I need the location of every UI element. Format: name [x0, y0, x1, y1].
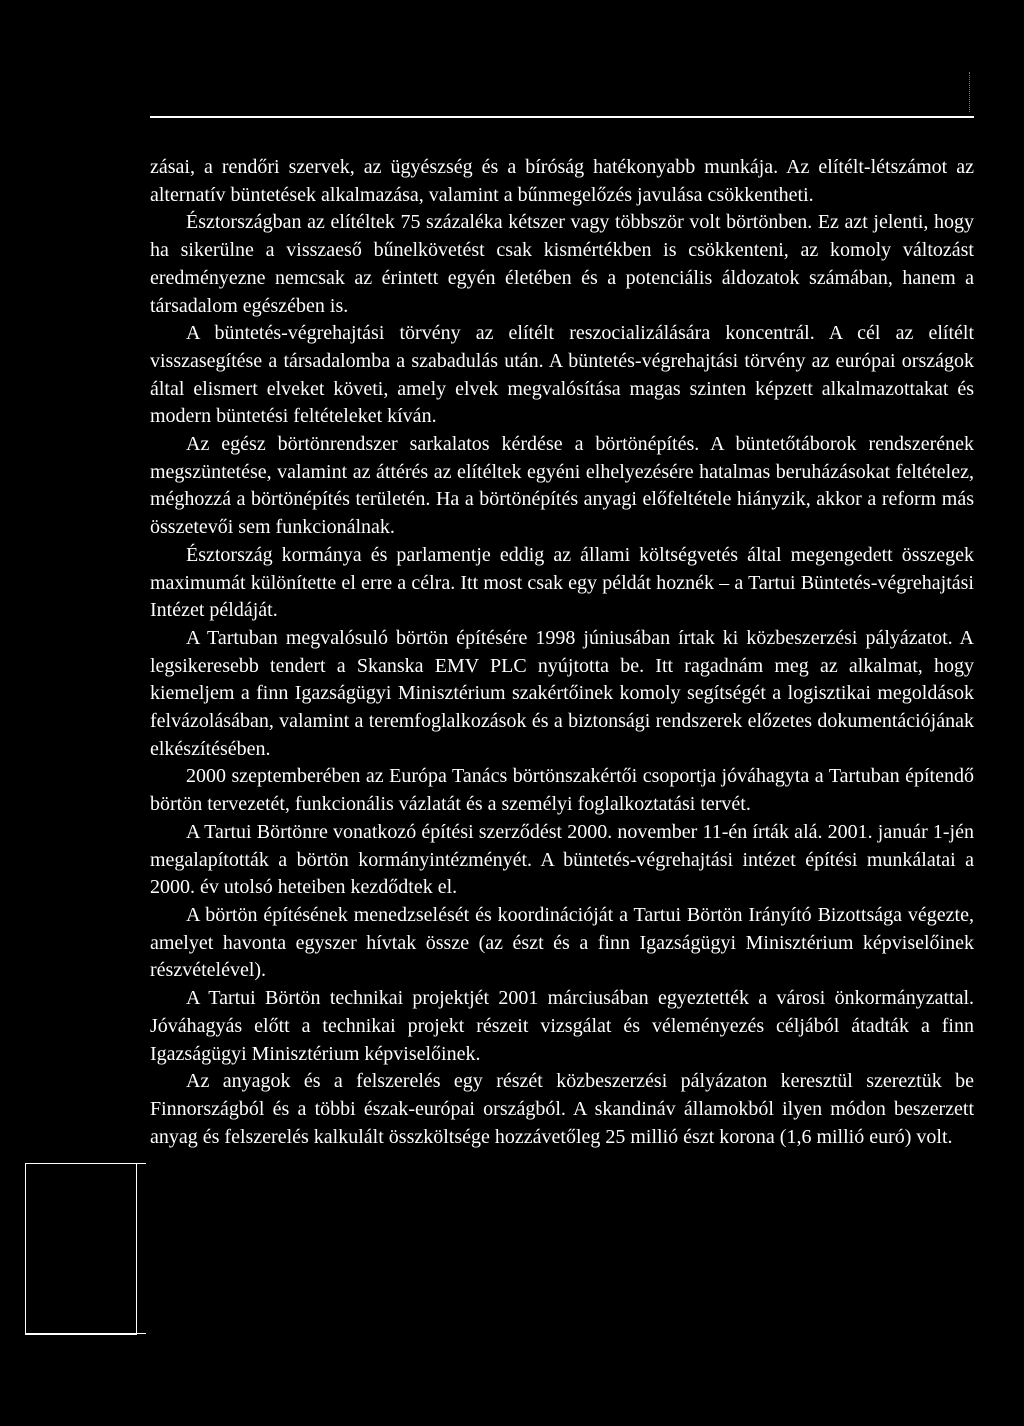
paragraph-10: A Tartui Börtön technikai projektjét 2001 márciusában egyeztették a városi önkormányzattal. Jóváhagyás előtt a technikai projekt részeit vizsgálat és véleményezés céljából átadták a finn Igazságügyi Minisztérium képviselőinek. — [150, 987, 974, 1065]
page-body — [150, 154, 974, 1151]
paragraph-7: 2000 szeptemberében az Európa Tanács börtönszakértői csoportja jóváhagyta a Tartuban építendő börtön tervezetét, funkcionális vázlatát és a személyi foglalkoztatási tervét. — [150, 765, 974, 816]
margin-box — [25, 1163, 137, 1335]
paragraph-6: A Tartuban megvalósuló börtön építésére 1998 júniusában írtak ki közbeszerzési pályázatot. A legsikeresebb tendert a Skanska EMV PLC nyújtotta be. Itt ragadnám meg az alkalmat, hogy kiemeljem a finn Igazságügyi Minisztérium szakértőinek komoly segítségét a logisztikai megoldások felvázolásában, valamint a teremfoglalkozások és a biztonsági rendszerek előzetes dokumentációjának elkészítésében. — [150, 626, 974, 760]
paragraph-5: Észtország kormánya és parlamentje eddig az állami költségvetés által megengedett összegek maximumát különítette el erre a célra. Itt most csak egy példát hoznék – a Tartui Büntetés-végrehajtási Intézet példáját. — [150, 543, 974, 622]
header-rule — [150, 116, 974, 118]
paragraph-3: A büntetés-végrehajtási törvény az elítélt reszocializálására koncentrál. A cél az elítélt visszasegítése a társadalomba a szabadulás után. A büntetés-végrehajtási törvény az európai országok által elismert elveket követi, amely elvek megvalósítása magas szinten képzett alkalmazottakat és modern büntetési feltételeket kíván. — [150, 322, 974, 428]
paragraph-2: Észtországban az elítéltek 75 százaléka kétszer vagy többször volt börtönben. Ez azt jelenti, hogy ha sikerülne a visszaeső bűnelkövetést csak kismértékben is csökkenteni, az komoly változást eredményezne nemcsak az érintett egyén életében és a potenciális áldozatok számában, hanem a társadalom egészében is. — [150, 211, 974, 317]
margin-scan-mark — [969, 72, 976, 112]
paragraph-9: A börtön építésének menedzselését és koordinációját a Tartui Börtön Irányító Bizottsága végezte, amelyet havonta egyszer hívtak össze (az észt és a finn Igazságügyi Minisztérium képviselőinek részvételével). — [150, 903, 974, 982]
paragraph-4: Az egész börtönrendszer sarkalatos kérdése a börtönépítés. A büntetőtáborok rendszerének megszüntetése, valamint az áttérés az elítéltek egyéni elhelyezésére hatalmas beruházásokat feltételez, méghozzá a börtönépítés területén. Ha a börtönépítés anyagi előfeltétele hiányzik, akkor a reform más összetevői sem funkcionálnak. — [150, 433, 974, 539]
paragraph-8: A Tartui Börtönre vonatkozó építési szerződést 2000. november 11-én írták alá. 2001. január 1-jén megalapították a börtön kormányintézményét. A büntetés-végrehajtási intézet építési munkálatai a 2000. év utolsó heteiben kezdődtek el. — [150, 820, 974, 899]
paragraph-11: Az anyagok és a felszerelés egy részét közbeszerzési pályázaton keresztül szereztük be Finnországból és a többi észak-európai országból. A skandináv államokból ilyen módon beszerzett anyag és felszerelés kalkulált összköltsége hozzávetőleg 25 millió észt korona (1,6 millió euró) volt. — [150, 1070, 974, 1148]
paragraph-1: zásai, a rendőri szervek, az ügyészség és a bíróság hatékonyabb munkája. Az elítélt-létszámot az alternatív büntetések alkalmazása, valamint a bűnmegelőzés javulása csökkentheti. — [150, 156, 974, 206]
margin-box-bottom-line — [25, 1333, 146, 1334]
margin-box-top-line — [25, 1163, 146, 1164]
